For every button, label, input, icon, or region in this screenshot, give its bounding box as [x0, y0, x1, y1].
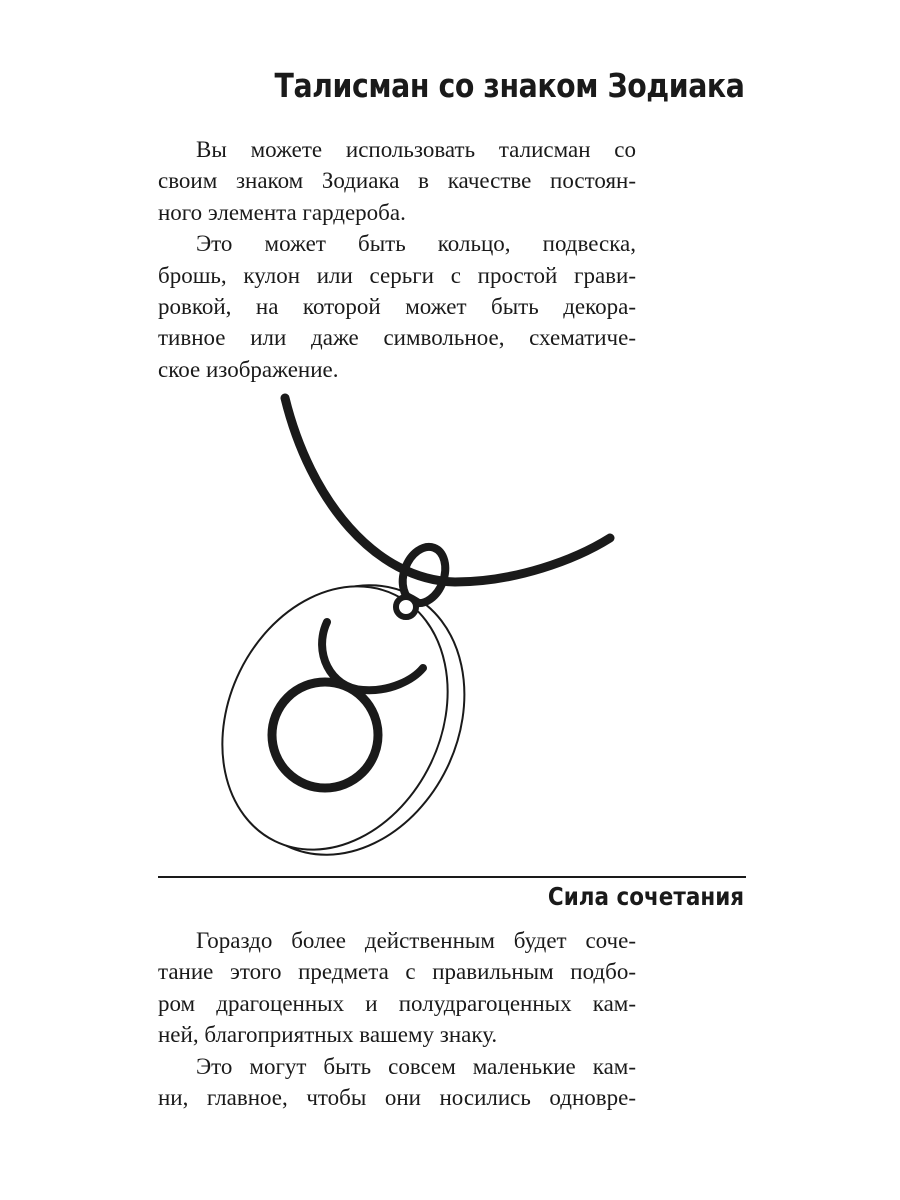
- pendant-hole: [396, 597, 416, 617]
- paragraph-jewelry: [158, 228, 636, 385]
- text-line: ного элемента гардероба.: [158, 199, 406, 225]
- page-title: Талисман со знаком Зодиака: [274, 66, 744, 105]
- text-line: ром драгоценных и полудрагоценных кам-: [158, 990, 636, 1016]
- text-line: тивное или даже символьное, схематиче-: [158, 325, 636, 351]
- intro-text: [158, 134, 636, 385]
- paragraph-gemstones: [158, 925, 636, 1051]
- necklace-cord: [285, 398, 610, 582]
- taurus-pendant-icon: [215, 390, 615, 860]
- text-line: Вы можете использовать талисман со: [196, 137, 636, 162]
- pendant-face: [215, 548, 490, 860]
- text-line: Это может быть кольцо, подвеска,: [196, 231, 636, 257]
- combination-text: [158, 925, 636, 1113]
- section-divider: [158, 876, 746, 878]
- text-line: тание этого предмета с правильным подбо-: [158, 959, 636, 985]
- text-line: ней, благоприятных вашему знаку.: [158, 1022, 498, 1048]
- text-line: ское изображение.: [158, 356, 339, 382]
- text-line: Это могут быть совсем маленькие кам-: [196, 1053, 636, 1079]
- text-line: Гораздо более действенным будет соче-: [196, 928, 636, 953]
- text-line: ровкой, на которой может быть декора-: [158, 294, 636, 320]
- text-line: брошь, кулон или серьги с простой грави-: [158, 262, 636, 288]
- paragraph-small-stones: [158, 1051, 636, 1114]
- text-line: ни, главное, чтобы они носились одновре-: [158, 1085, 636, 1111]
- section-title: Сила сочетания: [547, 882, 744, 911]
- text-line: своим знаком Зодиака в качестве постоян-: [158, 168, 636, 194]
- paragraph-wardrobe: [158, 134, 636, 228]
